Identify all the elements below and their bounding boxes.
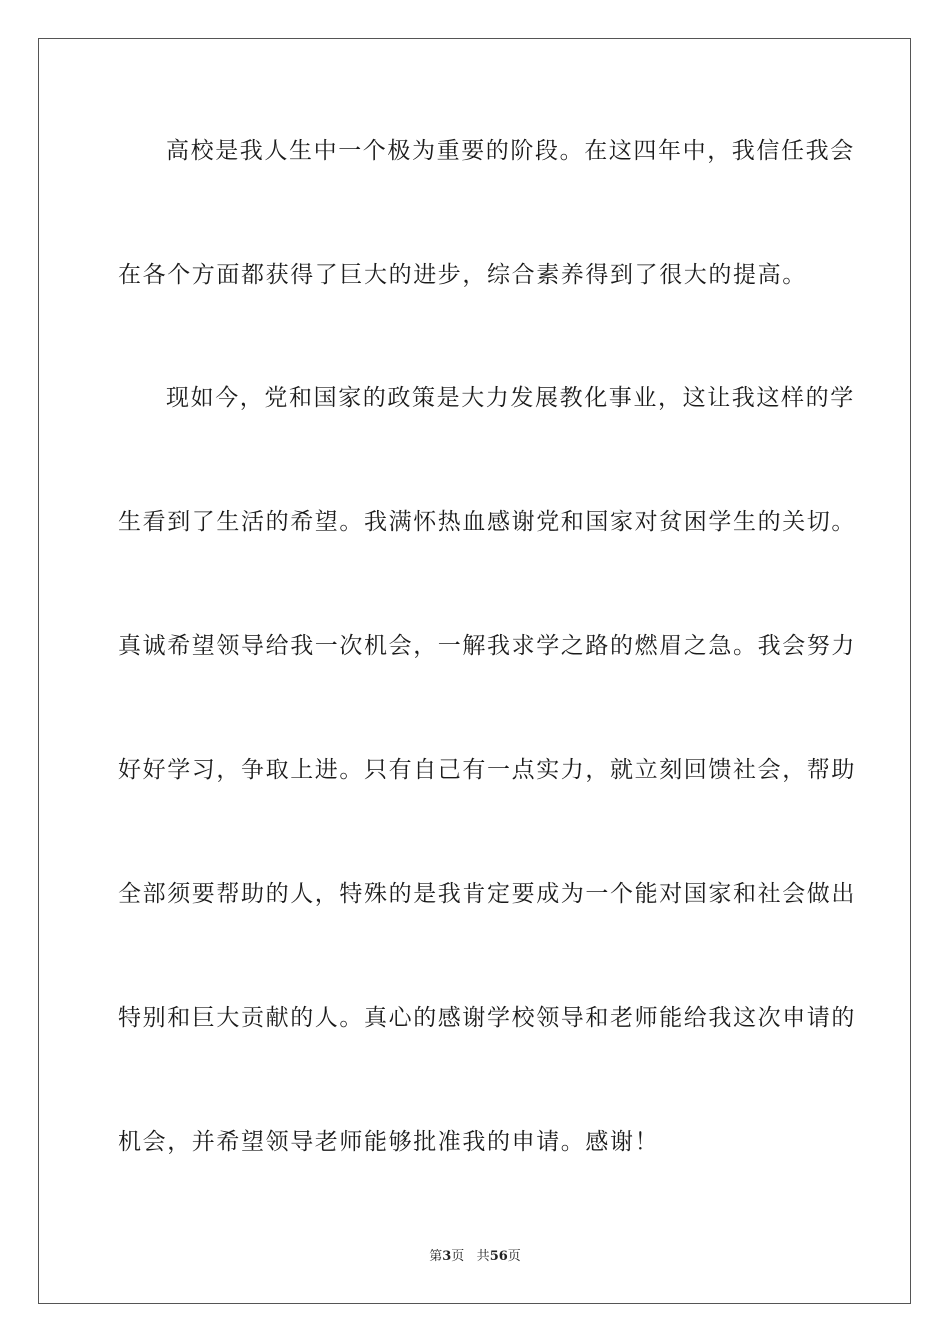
page-prefix: 第	[429, 1249, 443, 1264]
paragraph-1-line-2: 在各个方面都获得了巨大的进步，综合素养得到了很大的提高。	[118, 262, 807, 288]
paragraph-2-line-3: 真诚希望领导给我一次机会，一解我求学之路的燃眉之急。我会努力	[118, 633, 856, 659]
page-suffix: 页	[451, 1249, 465, 1264]
total-pages: 56	[489, 1249, 508, 1264]
paragraph-2-line-7: 机会，并希望领导老师能够批准我的申请。感谢！	[118, 1129, 660, 1155]
total-prefix: 共	[476, 1249, 490, 1264]
paragraph-2-line-1: 现如今，党和国家的政策是大力发展教化事业，这让我这样的学	[166, 385, 855, 411]
page-footer	[0, 1248, 950, 1266]
total-suffix: 页	[507, 1249, 521, 1264]
paragraph-2-line-6: 特别和巨大贡献的人。真心的感谢学校领导和老师能给我这次申请的	[118, 1005, 856, 1031]
paragraph-2-line-5: 全部须要帮助的人，特殊的是我肯定要成为一个能对国家和社会做出	[118, 881, 856, 907]
paragraph-1-line-1: 高校是我人生中一个极为重要的阶段。在这四年中，我信任我会	[166, 138, 855, 164]
paragraph-2-line-4: 好好学习，争取上进。只有自己有一点实力，就立刻回馈社会，帮助	[118, 757, 856, 783]
page-number: 3	[442, 1249, 452, 1264]
page-frame	[38, 38, 911, 1304]
paragraph-2-line-2: 生看到了生活的希望。我满怀热血感谢党和国家对贫困学生的关切。	[118, 509, 856, 535]
